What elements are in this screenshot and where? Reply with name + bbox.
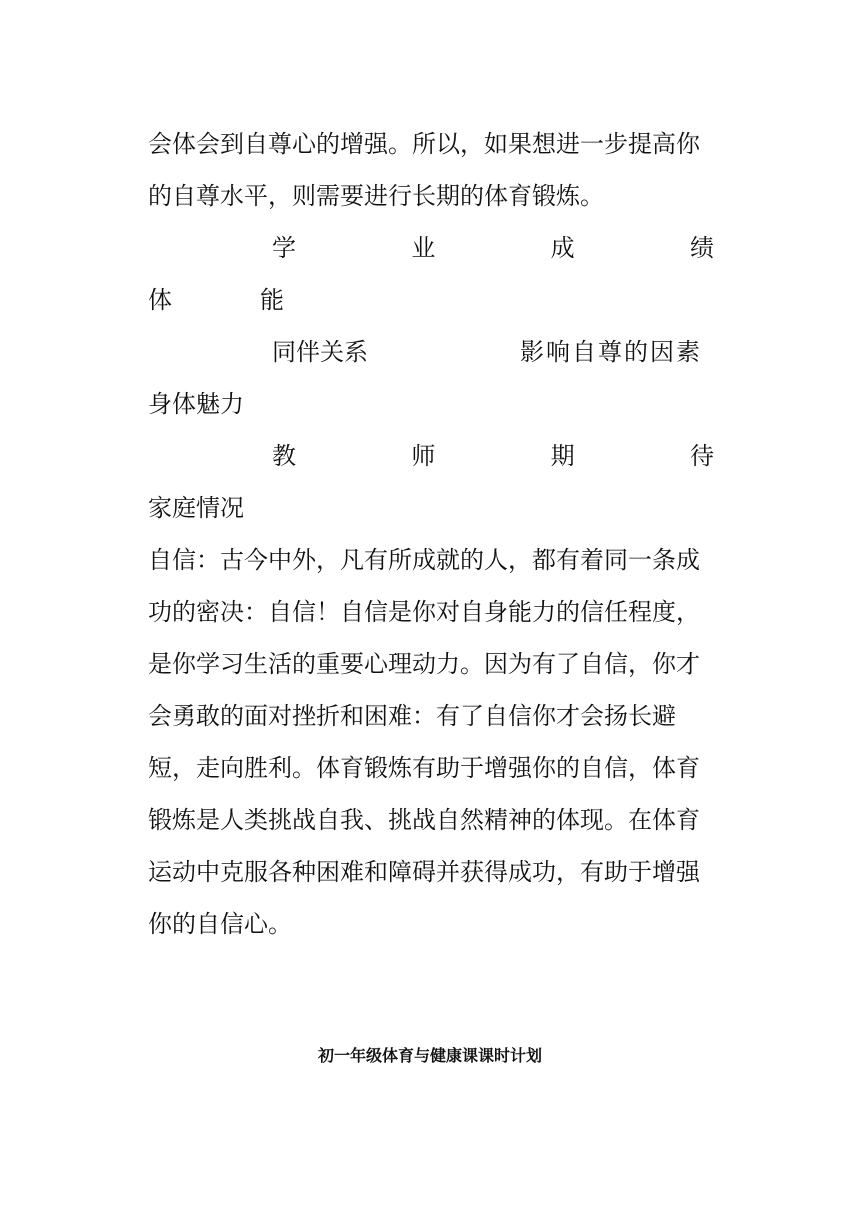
char: 师 (411, 442, 436, 470)
paragraph2-line: 自信：古今中外，凡有所成就的人，都有着同一条成 (148, 546, 700, 574)
paragraph1-line1: 会体会到自尊心的增强。所以，如果想进一步提高你 (148, 130, 700, 158)
factor-family: 家庭情况 (148, 494, 244, 522)
char: 学 (272, 234, 296, 262)
self-esteem-factors-center: 影响自尊的因素 (520, 338, 702, 366)
char: 教 (272, 442, 296, 470)
paragraph2-line: 功的密决：自信！自信是你对自身能力的信任程度， (148, 598, 700, 626)
paragraph1-line2: 的自尊水平，则需要进行长期的体育锻炼。 (148, 182, 604, 210)
paragraph2-line: 是你学习生活的重要心理动力。因为有了自信，你才 (148, 650, 700, 678)
char: 期 (550, 442, 575, 470)
char: 待 (689, 442, 714, 470)
factor-physical-fitness (148, 274, 284, 326)
paragraph2-line: 运动中克服各种困难和障碍并获得成功，有助于增强 (148, 858, 700, 886)
char: 体 (148, 286, 172, 314)
char: 业 (411, 234, 436, 262)
factor-peer-relations: 同伴关系 (272, 338, 368, 366)
paragraph2-line: 短，走向胜利。体育锻炼有助于增强你的自信，体育 (148, 754, 700, 782)
factor-teacher-expectation (272, 430, 714, 482)
paragraph2-line: 锻炼是人类挑战自我、挑战自然精神的体现。在体育 (148, 806, 700, 834)
factor-physical-appeal: 身体魅力 (148, 390, 244, 418)
paragraph2-line: 你的自信心。 (148, 910, 292, 938)
lesson-plan-heading: 初一年级体育与健康课课时计划 (317, 1046, 542, 1065)
char: 成 (550, 234, 575, 262)
char: 能 (260, 286, 284, 314)
paragraph2-line: 会勇敢的面对挫折和困难：有了自信你才会扬长避 (148, 702, 676, 730)
char: 绩 (689, 234, 714, 262)
factor-academic (272, 222, 714, 274)
